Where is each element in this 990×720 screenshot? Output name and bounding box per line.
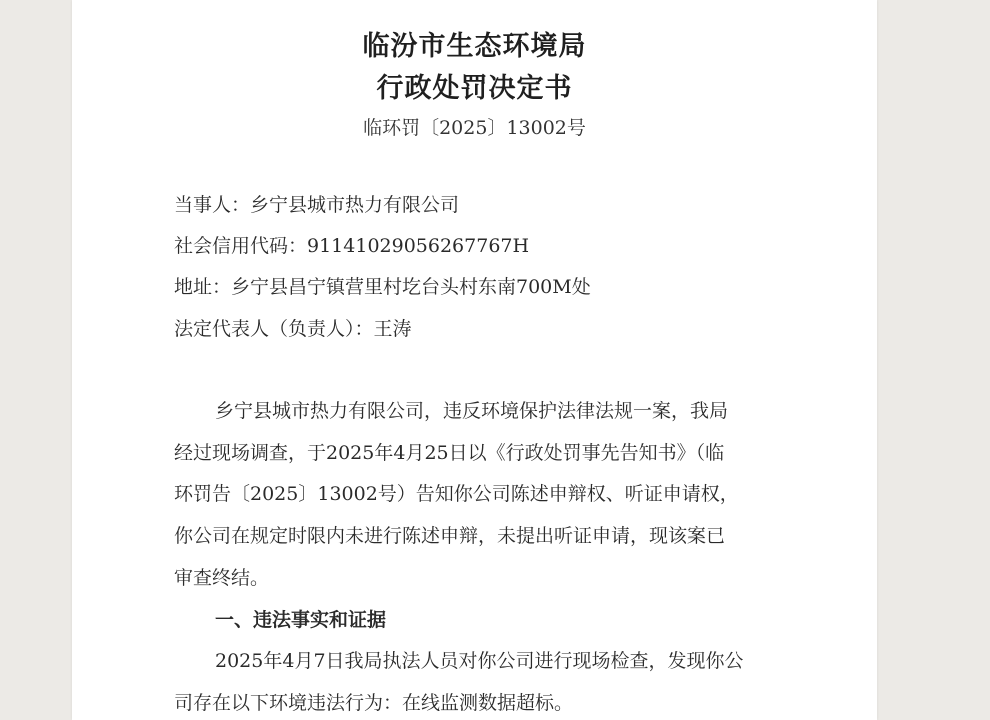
paragraph-line: 环罚告〔2025〕13002号）告知你公司陈述申辩权、听证申请权，: [174, 483, 739, 505]
paragraph-line: 乡宁县城市热力有限公司，违反环境保护法律法规一案，我局: [215, 400, 729, 422]
paragraph-line: 审查终结。: [174, 567, 270, 589]
paragraph-line: 2025年4月7日我局执法人员对你公司进行现场检查，发现你公: [215, 650, 744, 672]
party-credit-code: 社会信用代码：91141029056267767H: [174, 235, 530, 257]
paragraph-line: 司存在以下环境违法行为：在线监测数据超标。: [174, 692, 574, 714]
document-title-type: 行政处罚决定书: [376, 73, 573, 104]
paragraph-line: 你公司在规定时限内未进行陈述申辩，未提出听证申请，现该案已: [174, 525, 726, 547]
document-number: 临环罚〔2025〕13002号: [363, 117, 586, 139]
party-name: 当事人：乡宁县城市热力有限公司: [174, 194, 460, 216]
document-title-agency: 临汾市生态环境局: [362, 31, 587, 62]
paragraph-line: 经过现场调查，于2025年4月25日以《行政处罚事先告知书》（临: [174, 442, 725, 464]
party-address: 地址：乡宁县昌宁镇营里村圪台头村东南700M处: [174, 276, 591, 298]
document-page: [72, 0, 877, 720]
section-heading-violation-facts: 一、违法事实和证据: [215, 609, 387, 631]
party-representative: 法定代表人（负责人）：王涛: [174, 318, 412, 340]
